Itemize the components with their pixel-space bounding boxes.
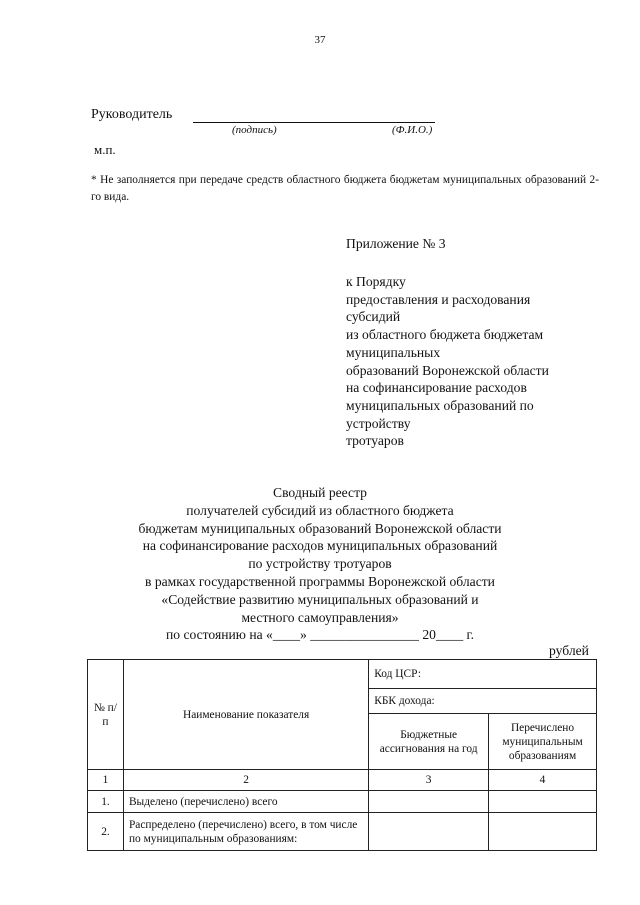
order-line: устройству xyxy=(346,415,411,431)
date-line: по состоянию на «____» ________________ 20____ г. xyxy=(166,627,474,643)
register-title xyxy=(100,484,540,644)
footnote: * Не заполняется при передаче средств областного бюджета бюджетам муниципальных образований 2-го вида. xyxy=(91,174,599,203)
signature-caption: (подпись) xyxy=(232,124,277,136)
order-line: муниципальных образований по xyxy=(346,397,534,413)
row-budget xyxy=(369,791,489,813)
appendix-title: Приложение № 3 xyxy=(346,236,446,251)
index-cell: 1 xyxy=(88,770,124,791)
header-num: № п/п xyxy=(88,660,124,770)
title-line: местного самоуправления» xyxy=(241,609,399,625)
order-line: из областного бюджета бюджетам xyxy=(346,327,544,343)
title-line: на софинансирование расходов муниципальных образований xyxy=(142,538,498,554)
title-line: в рамках государственной программы Воронежской области xyxy=(145,573,495,589)
title-line: бюджетам муниципальных образований Воронежской области xyxy=(138,520,502,536)
index-cell: 4 xyxy=(489,770,597,791)
appendix-order-text xyxy=(346,273,549,450)
table-row xyxy=(88,770,597,791)
index-cell: 3 xyxy=(369,770,489,791)
row-num: 2. xyxy=(88,813,124,851)
row-name: Выделено (перечислено) всего xyxy=(123,791,368,813)
order-line: образований Воронежской области xyxy=(346,362,549,378)
header-transferred: Перечислено муниципальным образованиям xyxy=(489,714,597,770)
title-line: Сводный реестр xyxy=(273,485,367,500)
row-transferred xyxy=(489,813,597,851)
page-number: 37 xyxy=(314,34,326,46)
table-row xyxy=(88,791,597,813)
index-cell: 2 xyxy=(123,770,368,791)
order-line: на софинансирование расходов xyxy=(346,380,527,396)
order-line: предоставления и расходования xyxy=(346,291,531,307)
order-line: субсидий xyxy=(346,309,401,325)
title-line: получателей субсидий из областного бюджета xyxy=(186,502,454,518)
order-line: к Порядку xyxy=(346,274,406,289)
title-line: по устройству тротуаров xyxy=(248,556,392,572)
row-num: 1. xyxy=(88,791,124,813)
header-budget: Бюджетные ассигнования на год xyxy=(369,714,489,770)
table-row xyxy=(88,813,597,851)
order-line: муниципальных xyxy=(346,344,441,360)
header-indicator-name: Наименование показателя xyxy=(123,660,368,770)
kbk-label: КБК дохода: xyxy=(369,689,597,714)
name-caption: (Ф.И.О.) xyxy=(392,124,433,136)
row-name: Распределено (перечислено) всего, в том числе по муниципальным образованиям: xyxy=(123,813,368,851)
seal-mark: м.п. xyxy=(94,142,116,157)
order-line: тротуаров xyxy=(346,433,404,449)
kod-csr-label: Код ЦСР: xyxy=(369,660,597,689)
row-transferred xyxy=(489,791,597,813)
register-table xyxy=(87,659,597,851)
head-label: Руководитель xyxy=(91,107,173,122)
signature-line xyxy=(193,122,435,123)
row-budget xyxy=(369,813,489,851)
title-line: «Содействие развитию муниципальных образований и xyxy=(161,591,479,607)
currency-label: рублей xyxy=(549,643,589,658)
